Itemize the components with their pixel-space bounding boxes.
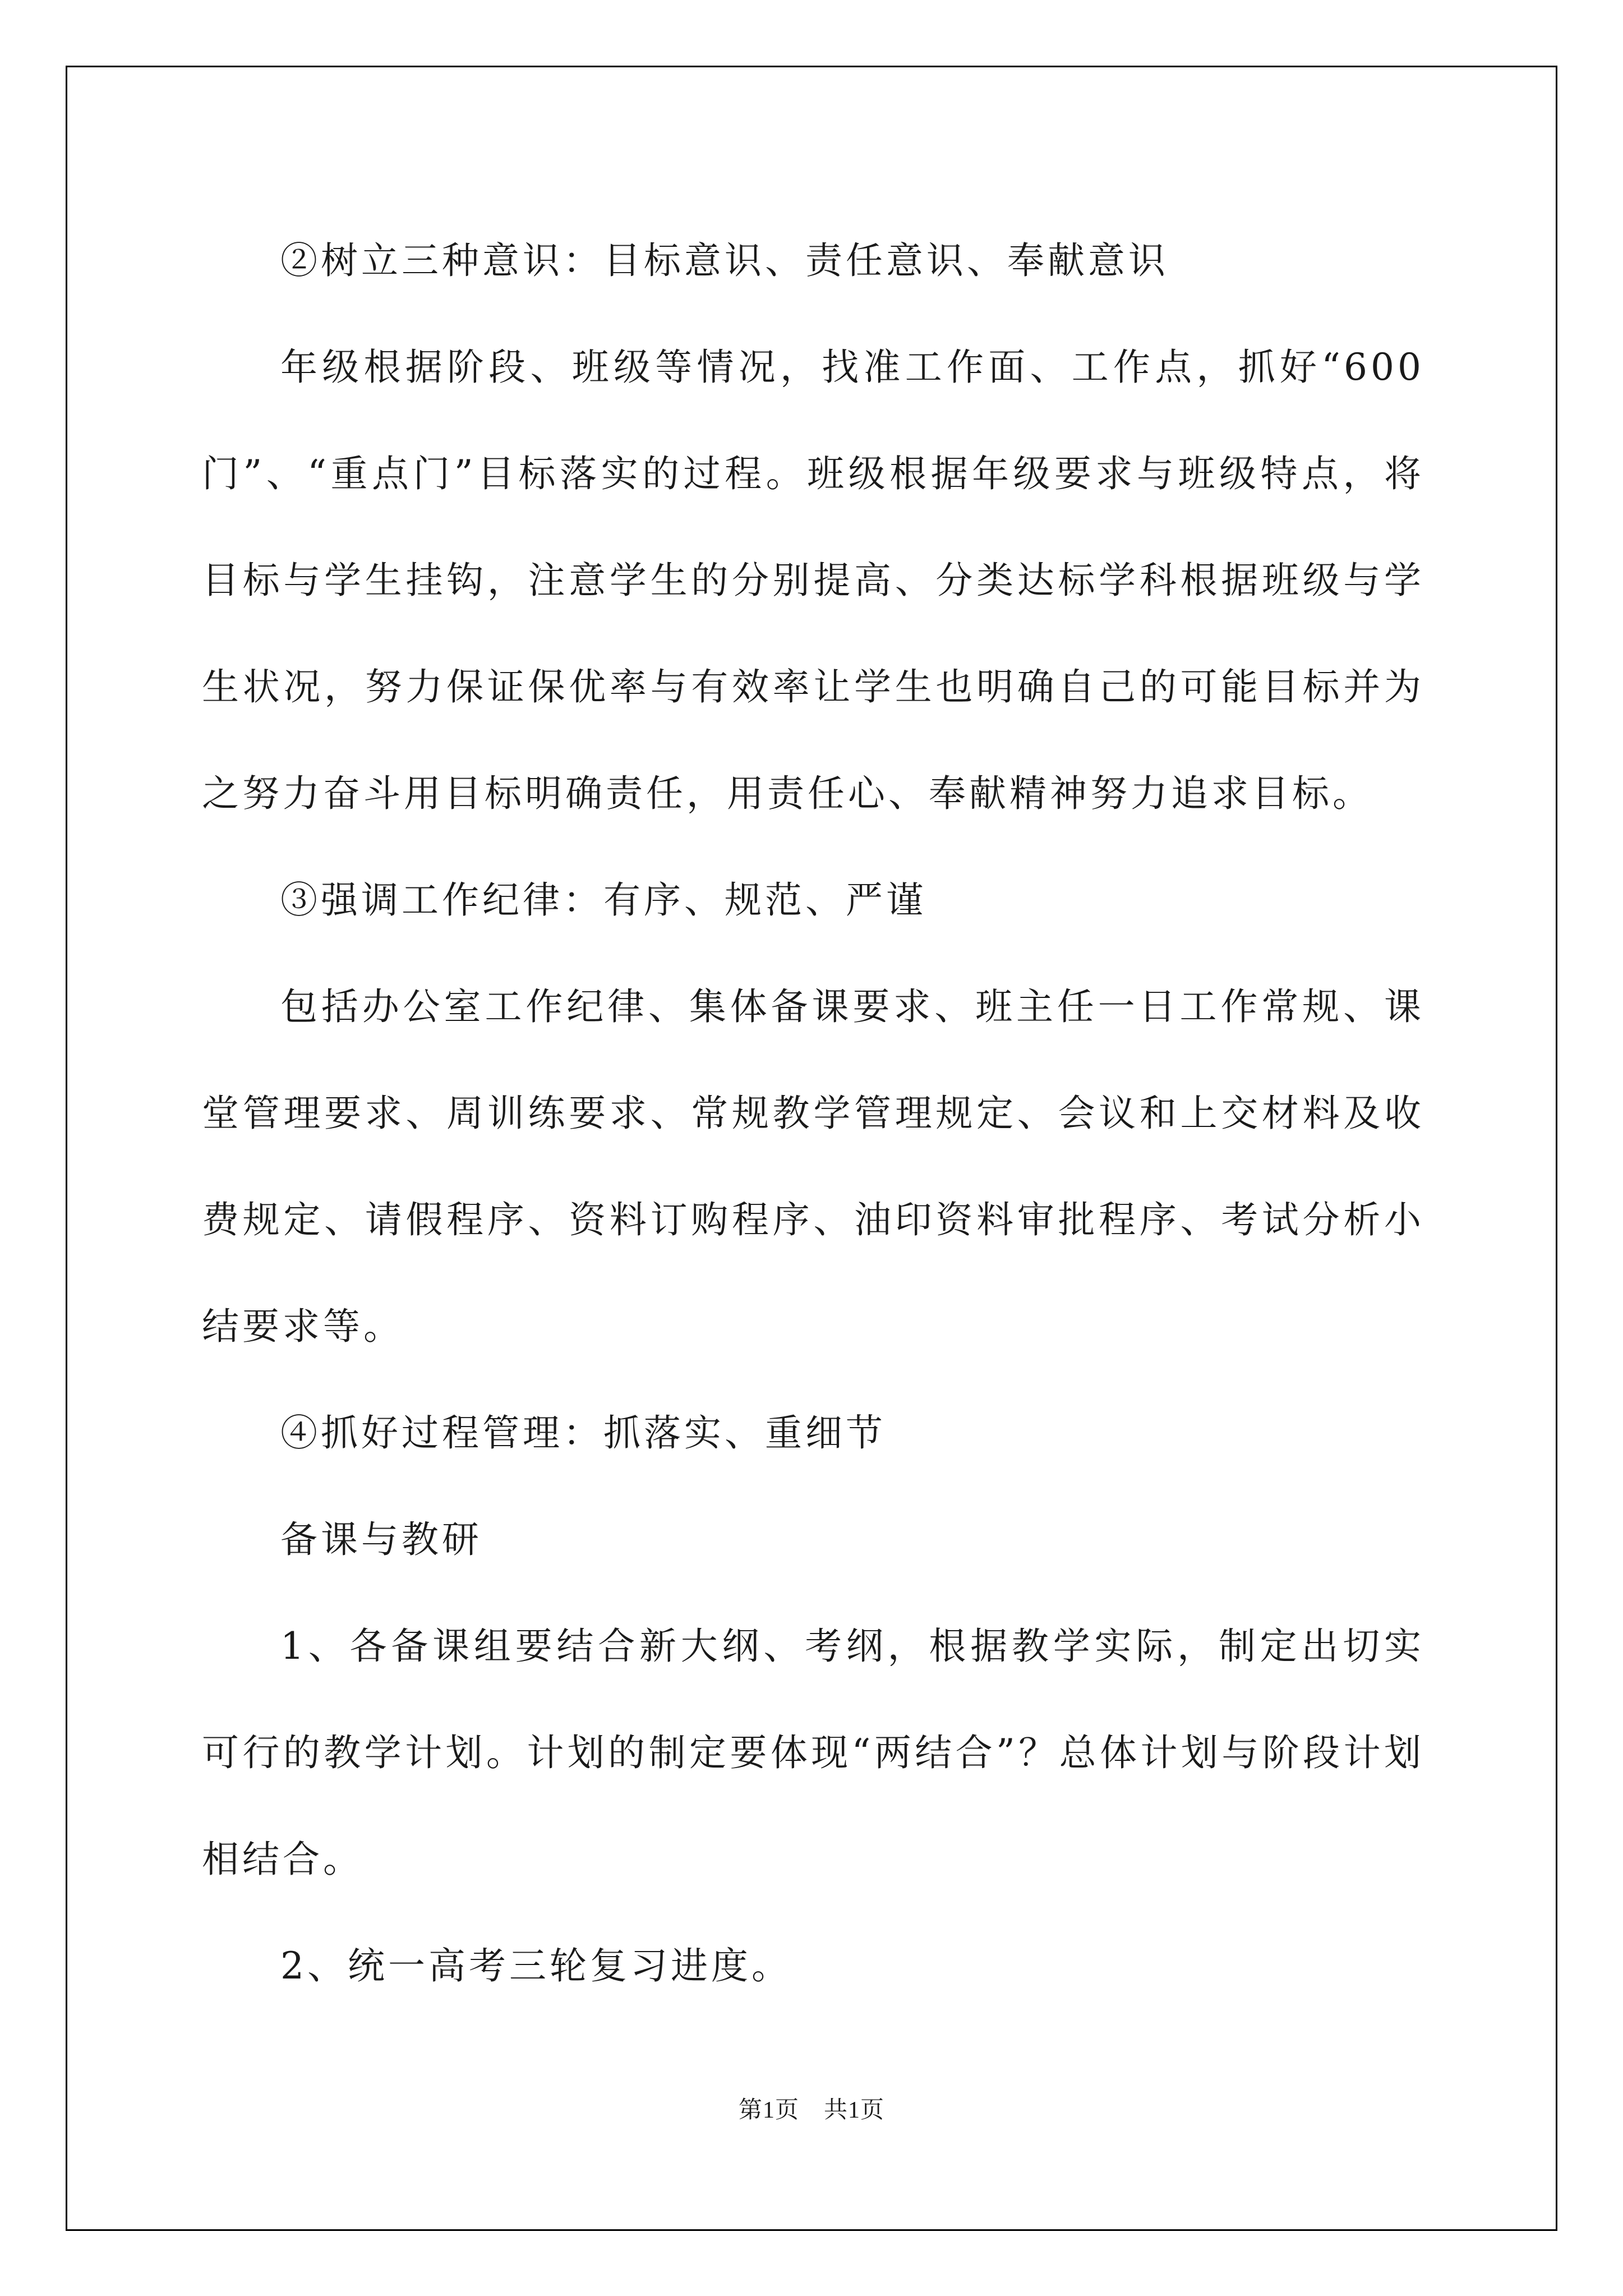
paragraph-teaching-plan: 1、各备课组要结合新大纲、考纲，根据教学实际，制定出切实可行的教学计划。计划的制定要体现“两结合”？总体计划与阶段计划相结合。 — [202, 1625, 1424, 1881]
paragraph-discipline-heading: ③强调工作纪律：有序、规范、严谨 — [280, 878, 926, 922]
paragraph-discipline-details: 包括办公室工作纪律、集体备课要求、班主任一日工作常规、课堂管理要求、周训练要求、常规教学管理规定、会议和上交材料及收费规定、请假程序、资料订购程序、油印资料审批程序、考试分析小结要求等。 — [202, 985, 1424, 1348]
document-body — [202, 208, 1424, 2019]
page-total: 共1页 — [824, 2097, 885, 2123]
paragraph-review-schedule: 2、统一高考三轮复习进度。 — [280, 1944, 792, 1987]
paragraph-process-heading: ④抓好过程管理：抓落实、重细节 — [280, 1411, 886, 1455]
page-number: 第1页 — [738, 2097, 799, 2123]
paragraph-grade-targets: 年级根据阶段、班级等情况，找准工作面、工作点，抓好“600门”、“重点门”目标落实的过程。班级根据年级要求与班级特点，将目标与学生挂钩，注意学生的分别提高、分类达标学科根据班级与学生状况，努力保证保优率与有效率让学生也明确自己的可能目标并为之努力奋斗用目标明确责任，用责任心、奉献精神努力追求目标。 — [202, 346, 1424, 815]
paragraph-awareness-heading: ②树立三种意识：目标意识、责任意识、奉献意识 — [280, 239, 1169, 282]
paragraph-lesson-prep-heading: 备课与教研 — [280, 1518, 482, 1561]
page-footer — [0, 2091, 1623, 2125]
